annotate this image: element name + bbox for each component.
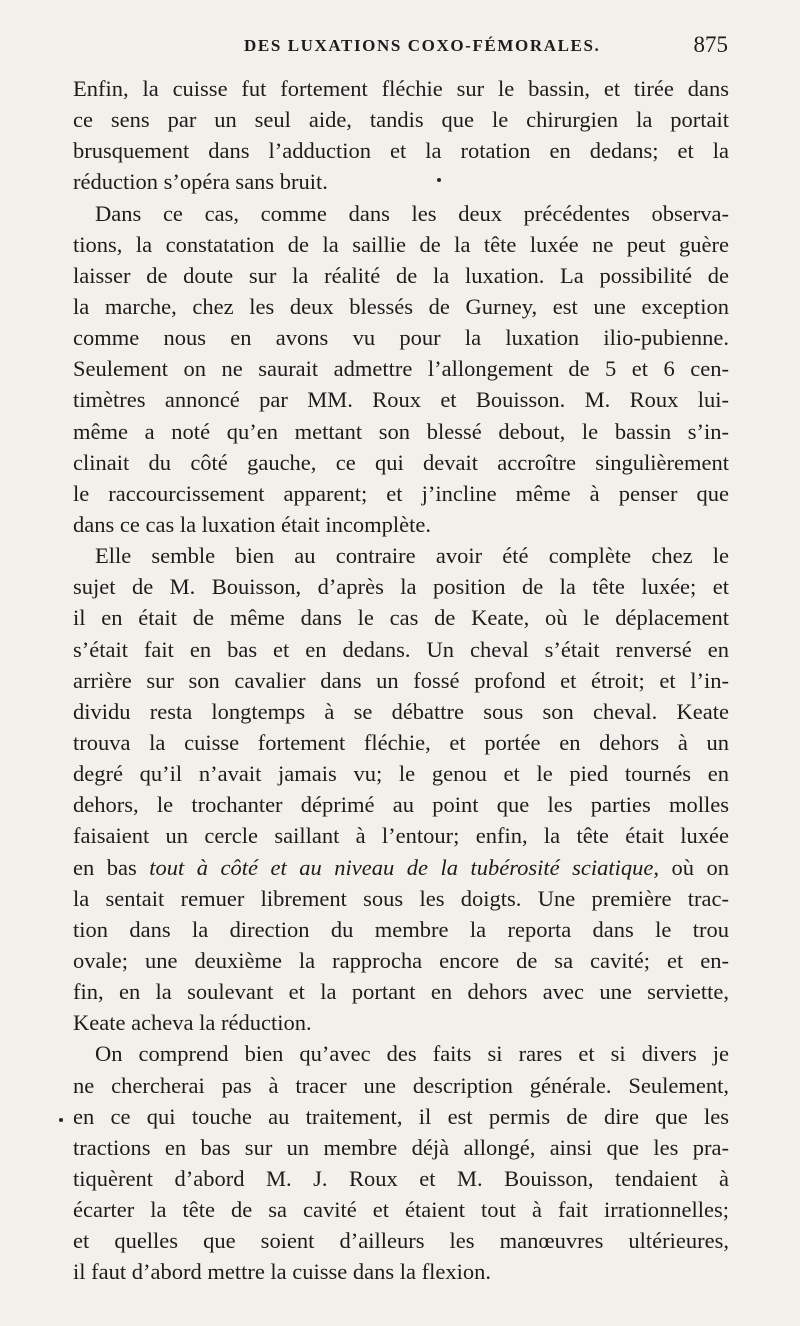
ink-speck [437, 178, 441, 182]
text-line: s’était fait en bas et en dedans. Un cheval s’était renversé en [73, 636, 729, 662]
text-line: il faut d’abord mettre la cuisse dans la flexion. [73, 1259, 491, 1285]
text-line: le raccourcissement apparent; et j’incline même à penser que [73, 480, 729, 506]
text-line: Enfin, la cuisse fut fortement fléchie sur le bassin, et tirée dans [73, 76, 729, 101]
text-line: degré qu’il n’avait jamais vu; le genou et le pied tournés en [73, 761, 729, 787]
page-number: 875 [693, 32, 728, 57]
text-line: dehors, le trochanter déprimé au point que les parties molles [73, 792, 729, 818]
running-head [72, 34, 728, 62]
text-line: dans ce cas la luxation était incomplète. [73, 511, 431, 537]
text-line: dividu resta longtemps à se débattre sous son cheval. Keate [73, 698, 729, 724]
text-line: la sentait remuer librement sous les doigts. Une première trac- [73, 885, 729, 911]
text-line: faisaient un cercle saillant à l’entour; enfin, la tête était luxée [73, 823, 729, 849]
text-line: écarter la tête de sa cavité et étaient tout à fait irrationnelles; [73, 1197, 729, 1223]
text-line: tractions en bas sur un membre déjà allongé, ainsi que les pra- [73, 1134, 729, 1160]
paragraph-first-line: Dans ce cas, comme dans les deux précédentes observa- [95, 200, 729, 226]
text-line: fin, en la soulevant et la portant en dehors avec une serviette, [73, 979, 729, 1005]
text-line: Seulement on ne saurait admettre l’allongement de 5 et 6 cen- [73, 356, 729, 382]
text-line: timètres annoncé par MM. Roux et Bouisson. M. Roux lui- [73, 387, 729, 413]
text-line: clinait du côté gauche, ce qui devait accroître singulièrement [73, 449, 729, 475]
line-tail: où on [658, 854, 729, 880]
text-line: comme nous en avons vu pour la luxation ilio-pubienne. [73, 325, 729, 351]
text-line: Keate acheva la réduction. [73, 1010, 312, 1036]
text-line: trouva la cuisse fortement fléchie, et portée en dehors à un [73, 729, 729, 755]
text-line: même a noté qu’en mettant son blessé debout, le bassin s’in- [73, 418, 729, 444]
text-line: sujet de M. Bouisson, d’après la position de la tête luxée; et [73, 574, 729, 600]
text-line: tion dans la direction du membre la reporta dans le trou [73, 916, 729, 942]
italic-phrase: tout à côté et au niveau de la tubérosité sciatique, [149, 854, 659, 880]
text-line-with-italic [73, 852, 729, 883]
running-title: DES LUXATIONS COXO-FÉMORALES. [244, 36, 601, 55]
paragraph-first-line: On comprend bien qu’avec des faits si rares et si divers je [95, 1041, 729, 1067]
text-line: réduction s’opéra sans bruit. [73, 169, 328, 195]
text-line: tions, la constatation de la saillie de la tête luxée ne peut guère [73, 231, 729, 257]
text-line: en ce qui touche au traitement, il est permis de dire que les [73, 1103, 729, 1129]
ink-speck [59, 1118, 63, 1122]
text-line: tiquèrent d’abord M. J. Roux et M. Bouisson, tendaient à [73, 1165, 729, 1191]
line-lead: en bas [73, 854, 150, 880]
text-line: ne chercherai pas à tracer une description générale. Seulement, [73, 1072, 729, 1098]
text-line: il en était de même dans le cas de Keate, où le déplacement [73, 605, 729, 631]
text-line: la marche, chez les deux blessés de Gurney, est une exception [73, 293, 729, 319]
text-line: ovale; une deuxième la rapprocha encore de sa cavité; et en- [73, 947, 729, 973]
text-line: ce sens par un seul aide, tandis que le chirurgien la portait [73, 107, 729, 133]
paragraph-first-line: Elle semble bien au contraire avoir été complète chez le [95, 543, 729, 569]
text-line: arrière sur son cavalier dans un fossé profond et étroit; et l’in- [73, 667, 729, 693]
text-line: brusquement dans l’adduction et la rotation en dedans; et la [73, 138, 729, 164]
text-line: et quelles que soient d’ailleurs les manœuvres ultérieures, [73, 1228, 729, 1254]
body-text [73, 73, 729, 1287]
text-line: laisser de doute sur la réalité de la luxation. La possibilité de [73, 262, 729, 288]
